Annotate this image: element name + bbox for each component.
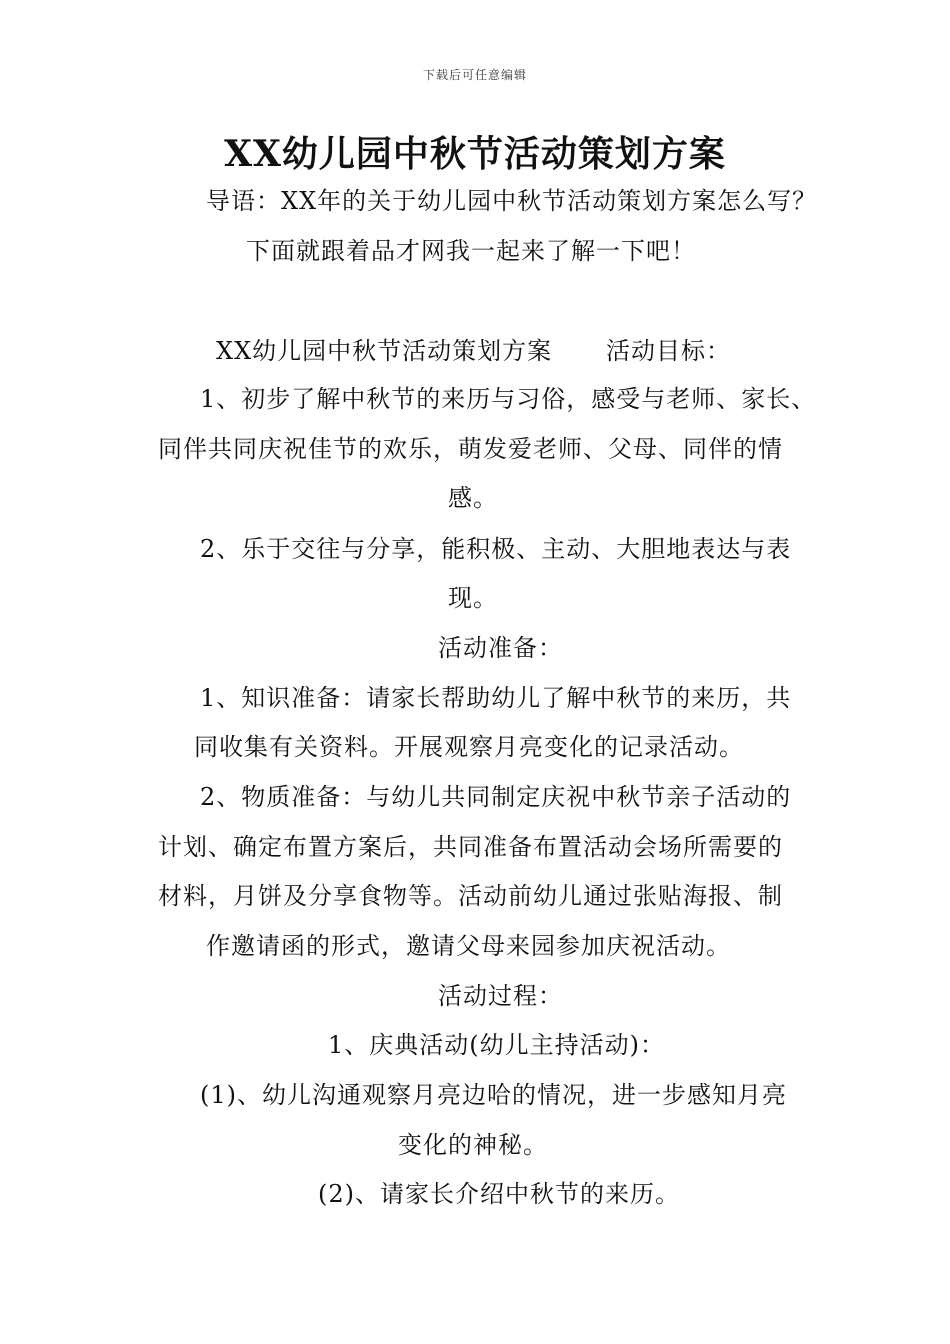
prep-1-line-1: 1、知识准备：请家长帮助幼儿了解中秋节的来历，共 — [200, 684, 792, 712]
prep-2-line-1: 2、物质准备：与幼儿共同制定庆祝中秋节亲子活动的 — [200, 783, 792, 811]
process-step-1: 1、庆典活动(幼儿主持活动)： — [328, 1031, 665, 1059]
process-sub-1-line-2: 变化的神秘。 — [398, 1131, 548, 1159]
process-sub-1-line-1: (1)、幼儿沟通观察月亮边哈的情况，进一步感知月亮 — [200, 1081, 787, 1109]
intro-line-2: 下面就跟着品才网我一起来了解一下吧！ — [246, 237, 696, 265]
preparation-heading: 活动准备： — [438, 634, 563, 662]
prep-2-line-3: 材料，月饼及分享食物等。活动前幼儿通过张贴海报、制 — [158, 882, 783, 910]
prep-2-line-4: 作邀请函的形式，邀请父母来园参加庆祝活动。 — [206, 932, 731, 960]
plan-title-line: XX幼儿园中秋节活动策划方案 — [216, 337, 553, 365]
document-title: XX幼儿园中秋节活动策划方案 — [224, 133, 726, 175]
intro-line-1: 导语：XX年的关于幼儿园中秋节活动策划方案怎么写？ — [206, 187, 818, 215]
prep-2-line-2: 计划、确定布置方案后，共同准备布置活动会场所需要的 — [158, 833, 783, 861]
goals-heading: 活动目标： — [606, 337, 731, 365]
goal-1-line-1: 1、初步了解中秋节的来历与习俗，感受与老师、家长、 — [200, 385, 817, 413]
process-heading: 活动过程： — [438, 982, 563, 1010]
goal-2-line-2: 现。 — [448, 584, 498, 612]
goal-2-line-1: 2、乐于交往与分享，能积极、主动、大胆地表达与表 — [200, 535, 792, 563]
goal-1-line-3: 感。 — [448, 484, 498, 512]
goal-1-line-2: 同伴共同庆祝佳节的欢乐，萌发爱老师、父母、同伴的情 — [158, 435, 783, 463]
process-sub-2: (2)、请家长介绍中秋节的来历。 — [318, 1180, 680, 1208]
header-note: 下载后可任意编辑 — [422, 68, 527, 82]
prep-1-line-2: 同收集有关资料。开展观察月亮变化的记录活动。 — [194, 733, 744, 761]
